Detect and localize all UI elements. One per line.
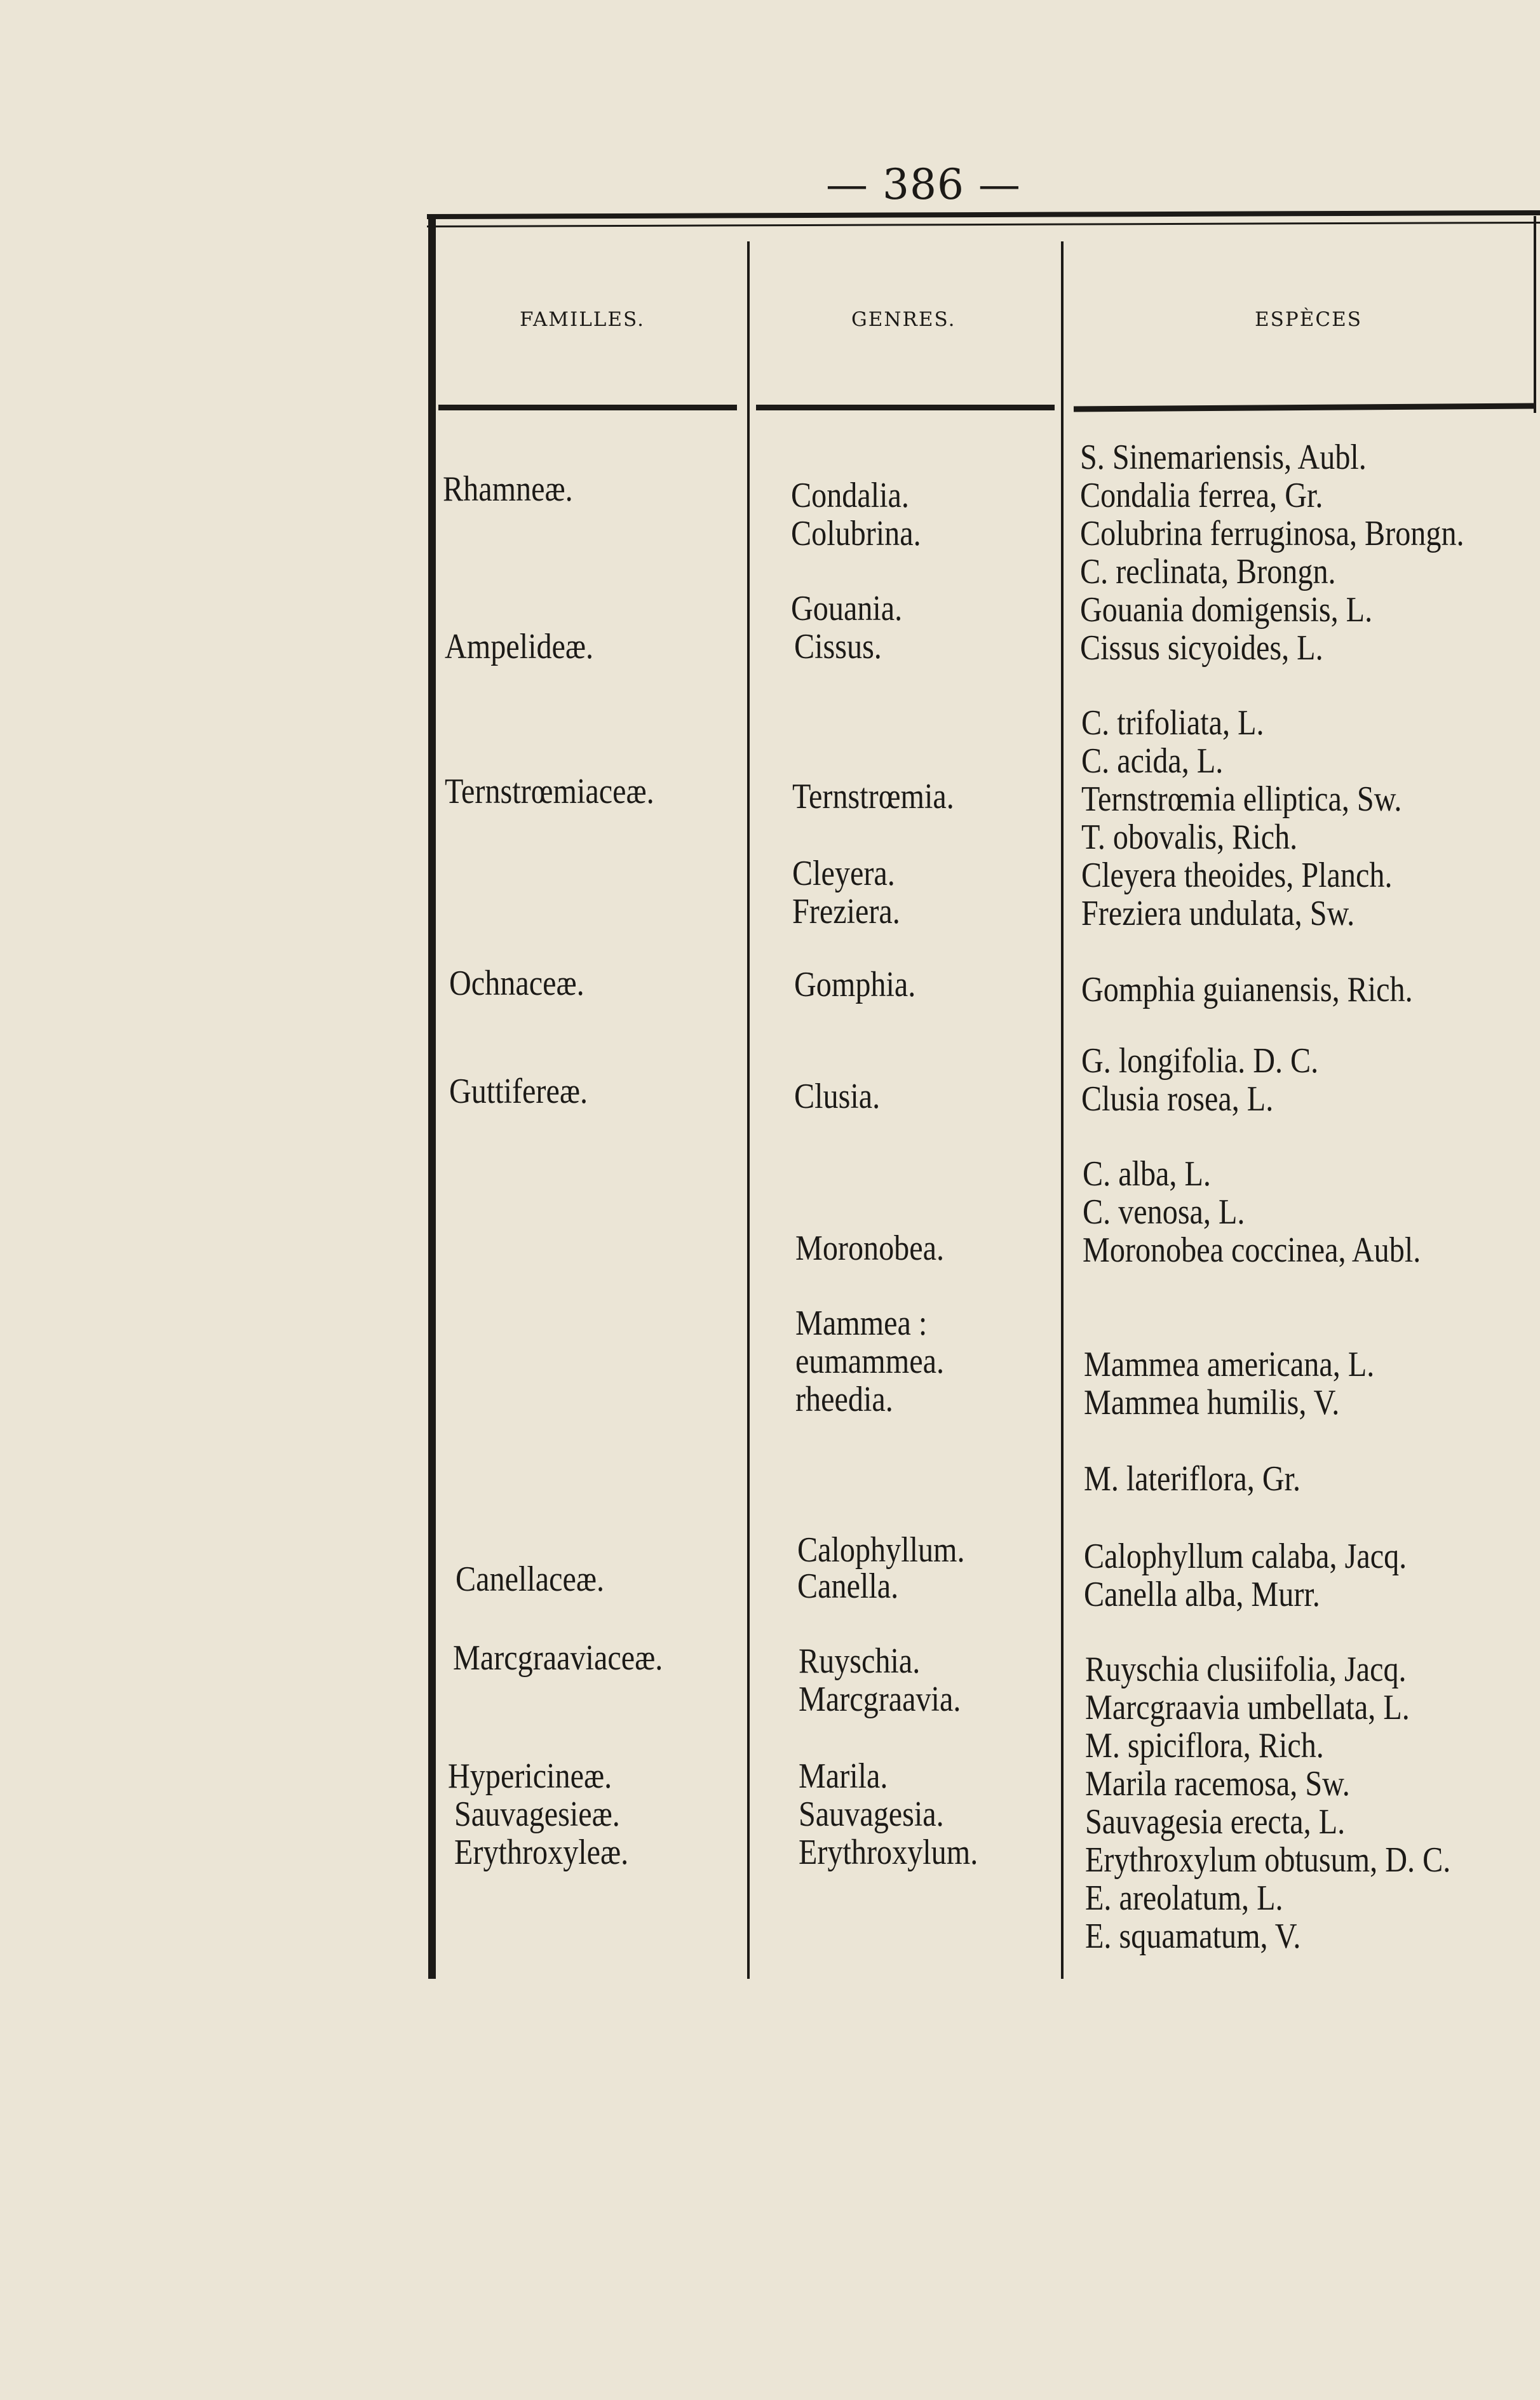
genre-cell: Gomphia. [794, 965, 916, 1004]
espece-cell: Cleyera theoides, Planch. [1081, 856, 1393, 895]
table-left-border [428, 216, 436, 1979]
famille-cell: Canellaceæ. [456, 1560, 605, 1599]
famille-cell: Hypericineæ. [448, 1756, 612, 1796]
table-top-rule [427, 210, 1540, 219]
genre-cell: Cleyera. [792, 854, 895, 893]
espece-cell: Gomphia guianensis, Rich. [1081, 970, 1413, 1009]
genre-cell: Condalia. [791, 476, 909, 515]
espece-cell: Mammea americana, L. [1084, 1345, 1375, 1384]
famille-cell: Sauvagesieæ. [454, 1795, 620, 1834]
espece-cell: M. lateriflora, Gr. [1084, 1459, 1301, 1499]
espece-cell: Mammea humilis, V. [1084, 1383, 1340, 1422]
header-genres: GENRES. [851, 308, 956, 331]
famille-cell: Erythroxyleæ. [454, 1833, 629, 1872]
espece-cell: Freziera undulata, Sw. [1081, 894, 1355, 933]
espece-cell: Sauvagesia erecta, L. [1085, 1802, 1346, 1842]
espece-cell: M. spiciflora, Rich. [1085, 1726, 1324, 1765]
genre-cell: rheedia. [795, 1380, 893, 1419]
genre-cell: Mammea : [795, 1304, 928, 1343]
genre-cell: Clusia. [794, 1077, 881, 1116]
espece-cell: Gouania domigensis, L. [1080, 590, 1373, 630]
genre-cell: Colubrina. [791, 514, 921, 553]
espece-cell: C. trifoliata, L. [1081, 703, 1264, 743]
espece-cell: Canella alba, Murr. [1084, 1575, 1320, 1614]
espece-cell: Marila racemosa, Sw. [1085, 1764, 1350, 1803]
header-rule-familles [438, 405, 737, 410]
genre-cell: Moronobea. [795, 1229, 945, 1268]
genre-cell: Marcgraavia. [799, 1680, 961, 1719]
header-rule-especes [1074, 403, 1534, 412]
table-top-rule-thin [427, 222, 1540, 227]
famille-cell: Rhamneæ. [443, 469, 573, 509]
espece-cell: G. longifolia. D. C. [1081, 1041, 1319, 1081]
espece-cell: Condalia ferrea, Gr. [1080, 476, 1323, 515]
genre-cell: Cissus. [794, 627, 882, 666]
espece-cell: Marcgraavia umbellata, L. [1085, 1688, 1410, 1727]
espece-cell: Cissus sicyoides, L. [1080, 628, 1323, 668]
genre-cell: eumammea. [795, 1342, 945, 1381]
genre-cell: Calophyllum. [797, 1530, 965, 1570]
famille-cell: Ochnaceæ. [449, 964, 584, 1003]
espece-cell: Ruyschia clusiifolia, Jacq. [1085, 1650, 1407, 1689]
header-rule-genres [756, 405, 1055, 410]
espece-cell: C. alba, L. [1083, 1154, 1211, 1194]
genre-cell: Freziera. [792, 892, 900, 931]
column-separator-especes [1061, 241, 1064, 1979]
espece-cell: Calophyllum calaba, Jacq. [1084, 1537, 1407, 1576]
espece-cell: T. obovalis, Rich. [1081, 818, 1298, 857]
espece-cell: Clusia rosea, L. [1081, 1079, 1274, 1119]
genre-cell: Erythroxylum. [799, 1833, 978, 1872]
genre-cell: Sauvagesia. [799, 1795, 944, 1834]
espece-cell: Moronobea coccinea, Aubl. [1083, 1230, 1421, 1270]
table-right-border [1534, 216, 1536, 413]
famille-cell: Marcgraaviaceæ. [453, 1638, 663, 1678]
famille-cell: Guttifereæ. [449, 1072, 588, 1111]
page-number: — 386 — [826, 160, 1021, 209]
header-especes: ESPÈCES [1255, 308, 1362, 331]
genre-cell: Ruyschia. [799, 1642, 921, 1681]
column-separator-genres [747, 241, 750, 1979]
espece-cell: E. areolatum, L. [1085, 1878, 1283, 1918]
genre-cell: Canella. [797, 1567, 899, 1606]
espece-cell: C. acida, L. [1081, 741, 1224, 781]
espece-cell: Ternstrœmia elliptica, Sw. [1081, 779, 1402, 819]
espece-cell: Colubrina ferruginosa, Brongn. [1080, 514, 1464, 553]
espece-cell: S. Sinemariensis, Aubl. [1080, 438, 1367, 477]
espece-cell: Erythroxylum obtusum, D. C. [1085, 1840, 1451, 1880]
espece-cell: C. venosa, L. [1083, 1192, 1245, 1232]
espece-cell: C. reclinata, Brongn. [1080, 552, 1336, 591]
genre-cell: Marila. [799, 1756, 888, 1796]
famille-cell: Ternstrœmiaceæ. [445, 772, 654, 811]
header-familles: FAMILLES. [520, 308, 645, 331]
famille-cell: Ampelideæ. [445, 627, 594, 666]
genre-cell: Gouania. [791, 589, 903, 628]
espece-cell: E. squamatum, V. [1085, 1917, 1301, 1956]
genre-cell: Ternstrœmia. [792, 777, 954, 816]
